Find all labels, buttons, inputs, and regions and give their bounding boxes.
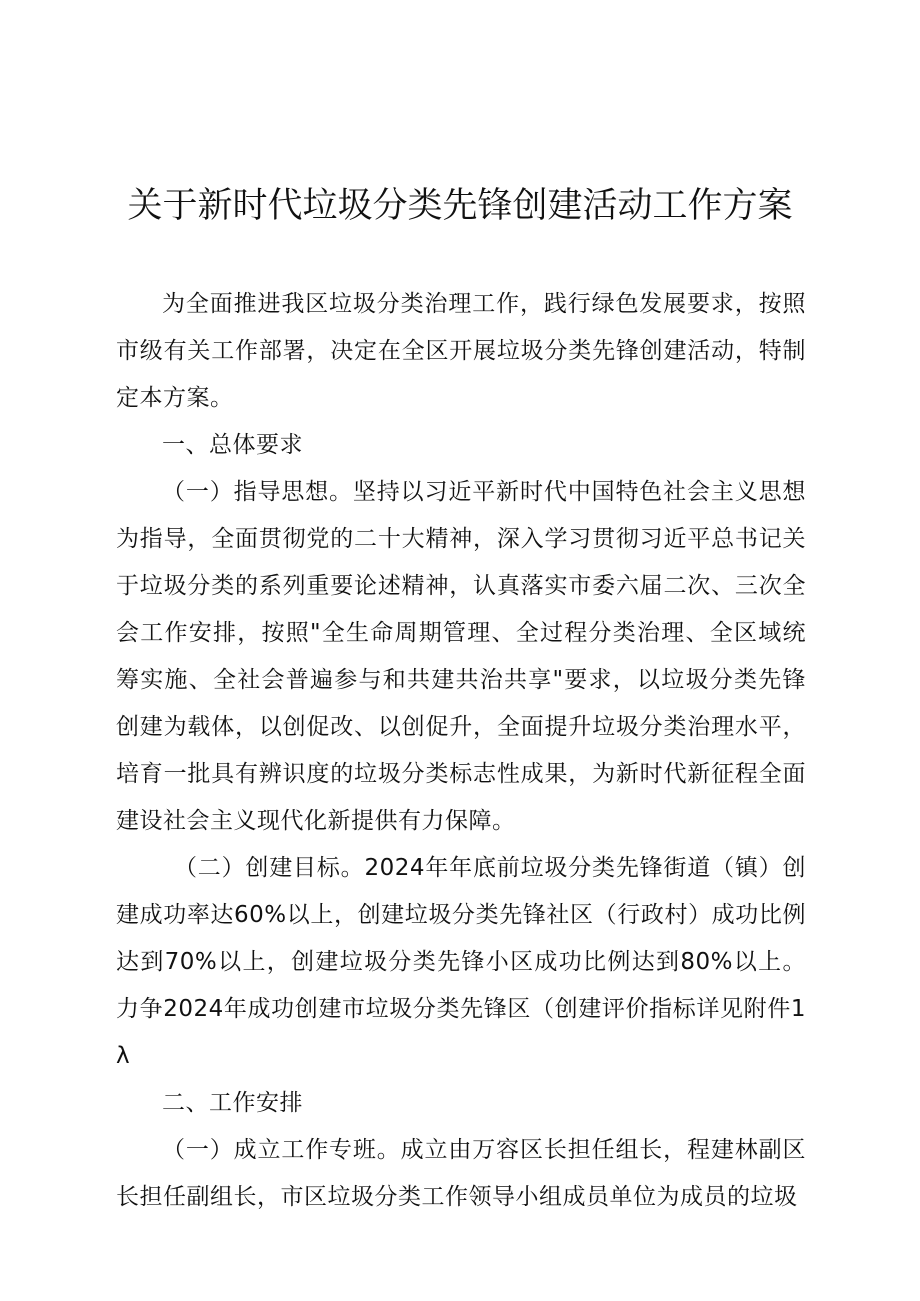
intro-paragraph: 为全面推进我区垃圾分类治理工作，践行绿色发展要求，按照市级有关工作部署，决定在全区开展垃圾分类先锋创建活动，特制定本方案。 [116,291,806,411]
paragraph-guiding-ideology: （一）指导思想。坚持以习近平新时代中国特色社会主义思想为指导，全面贯彻党的二十大精神，深入学习贯彻习近平总书记关于垃圾分类的系列重要论述精神，认真落实市委六届二次、三次全会工作安排，按照"全生命周期管理、全过程分类治理、全区域统筹实施、全社会普遍参与和共建共治共享"要求，以垃圾分类先锋创建为载体，以创促改、以创促升，全面提升垃圾分类治理水平，培育一批具有辨识度的垃圾分类标志性成果，为新时代新征程全面建设社会主义现代化新提供有力保障。 [116,479,806,834]
section-heading-general-requirements: 一、总体要求 [162,432,303,458]
document-title: 关于新时代垃圾分类先锋创建活动工作方案 [127,186,793,226]
section-heading-work-arrangement: 二、工作安排 [162,1090,303,1116]
document-body [116,281,806,1221]
paragraph-creation-goals: （二）创建目标。2024年年底前垃圾分类先锋街道（镇）创建成功率达60%以上，创建垃圾分类先锋社区（行政村）成功比例达到70%以上，创建垃圾分类先锋小区成功比例达到80%以上。力争2024年成功创建市垃圾分类先锋区（创建评价指标详见附件1λ [116,855,806,1069]
paragraph-working-group: （一）成立工作专班。成立由万容区长担任组长，程建林副区长担任副组长，市区垃圾分类工作领导小组成员单位为成员的垃圾 [116,1137,806,1210]
